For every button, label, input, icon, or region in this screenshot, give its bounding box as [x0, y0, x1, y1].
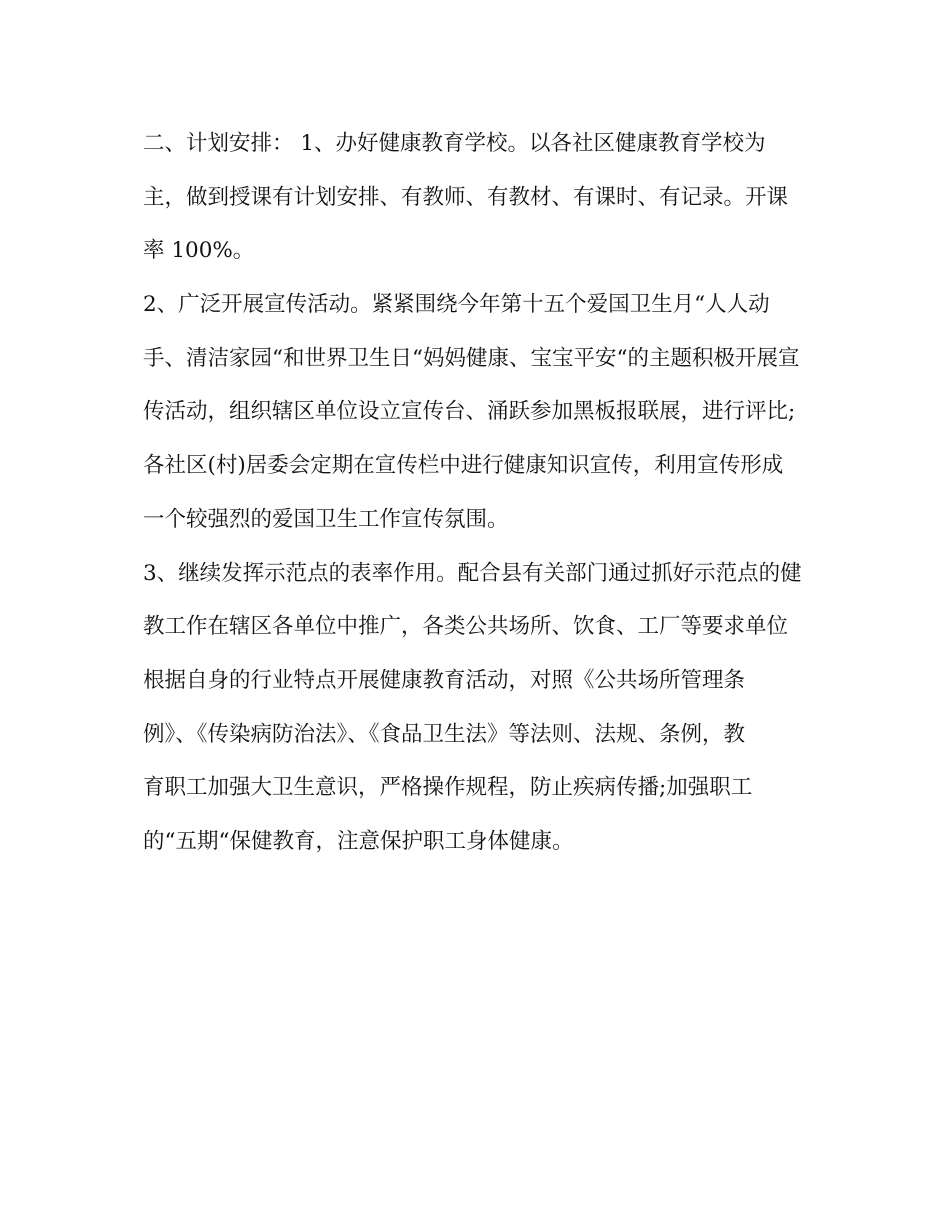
- text-line: 主，做到授课有计划安排、有教师、有教材、有课时、有记录。开课: [143, 184, 789, 210]
- text-line: 传活动，组织辖区单位设立宣传台、涌跃参加黑板报联展，进行评比;: [143, 399, 796, 425]
- text-line: 手、清洁家园“和世界卫生日“妈妈健康、宝宝平安“的主题积极开展宣: [143, 345, 800, 371]
- text-line: 教工作在辖区各单位中推广，各类公共场所、饮食、工厂等要求单位: [143, 614, 789, 640]
- text-line: 的“五期“保健教育，注意保护职工身体健康。: [143, 828, 574, 854]
- document-body: [143, 123, 813, 875]
- text-line: 2、广泛开展宣传活动。紧紧围绕今年第十五个爱国卫生月“人人动: [143, 292, 770, 318]
- text-line: 3、继续发挥示范点的表率作用。配合县有关部门通过抓好示范点的健: [143, 560, 802, 586]
- text-line: 各社区(村)居委会定期在宣传栏中进行健康知识宣传，利用宣传形成: [143, 453, 784, 479]
- text-line: 例》、《传染病防治法》、《食品卫生法》等法则、法规、条例，教: [143, 721, 746, 747]
- text-line: 一个较强烈的爱国卫生工作宣传氛围。: [143, 506, 509, 532]
- text-line: 率 100%。: [143, 238, 255, 264]
- text-line: 根据自身的行业特点开展健康教育活动，对照《公共场所管理条: [143, 667, 746, 693]
- text-line: 二、计划安排： 1、办好健康教育学校。以各社区健康教育学校为: [143, 131, 766, 156]
- text-line: 育职工加强大卫生意识，严格操作规程，防止疾病传播;加强职工: [143, 775, 753, 801]
